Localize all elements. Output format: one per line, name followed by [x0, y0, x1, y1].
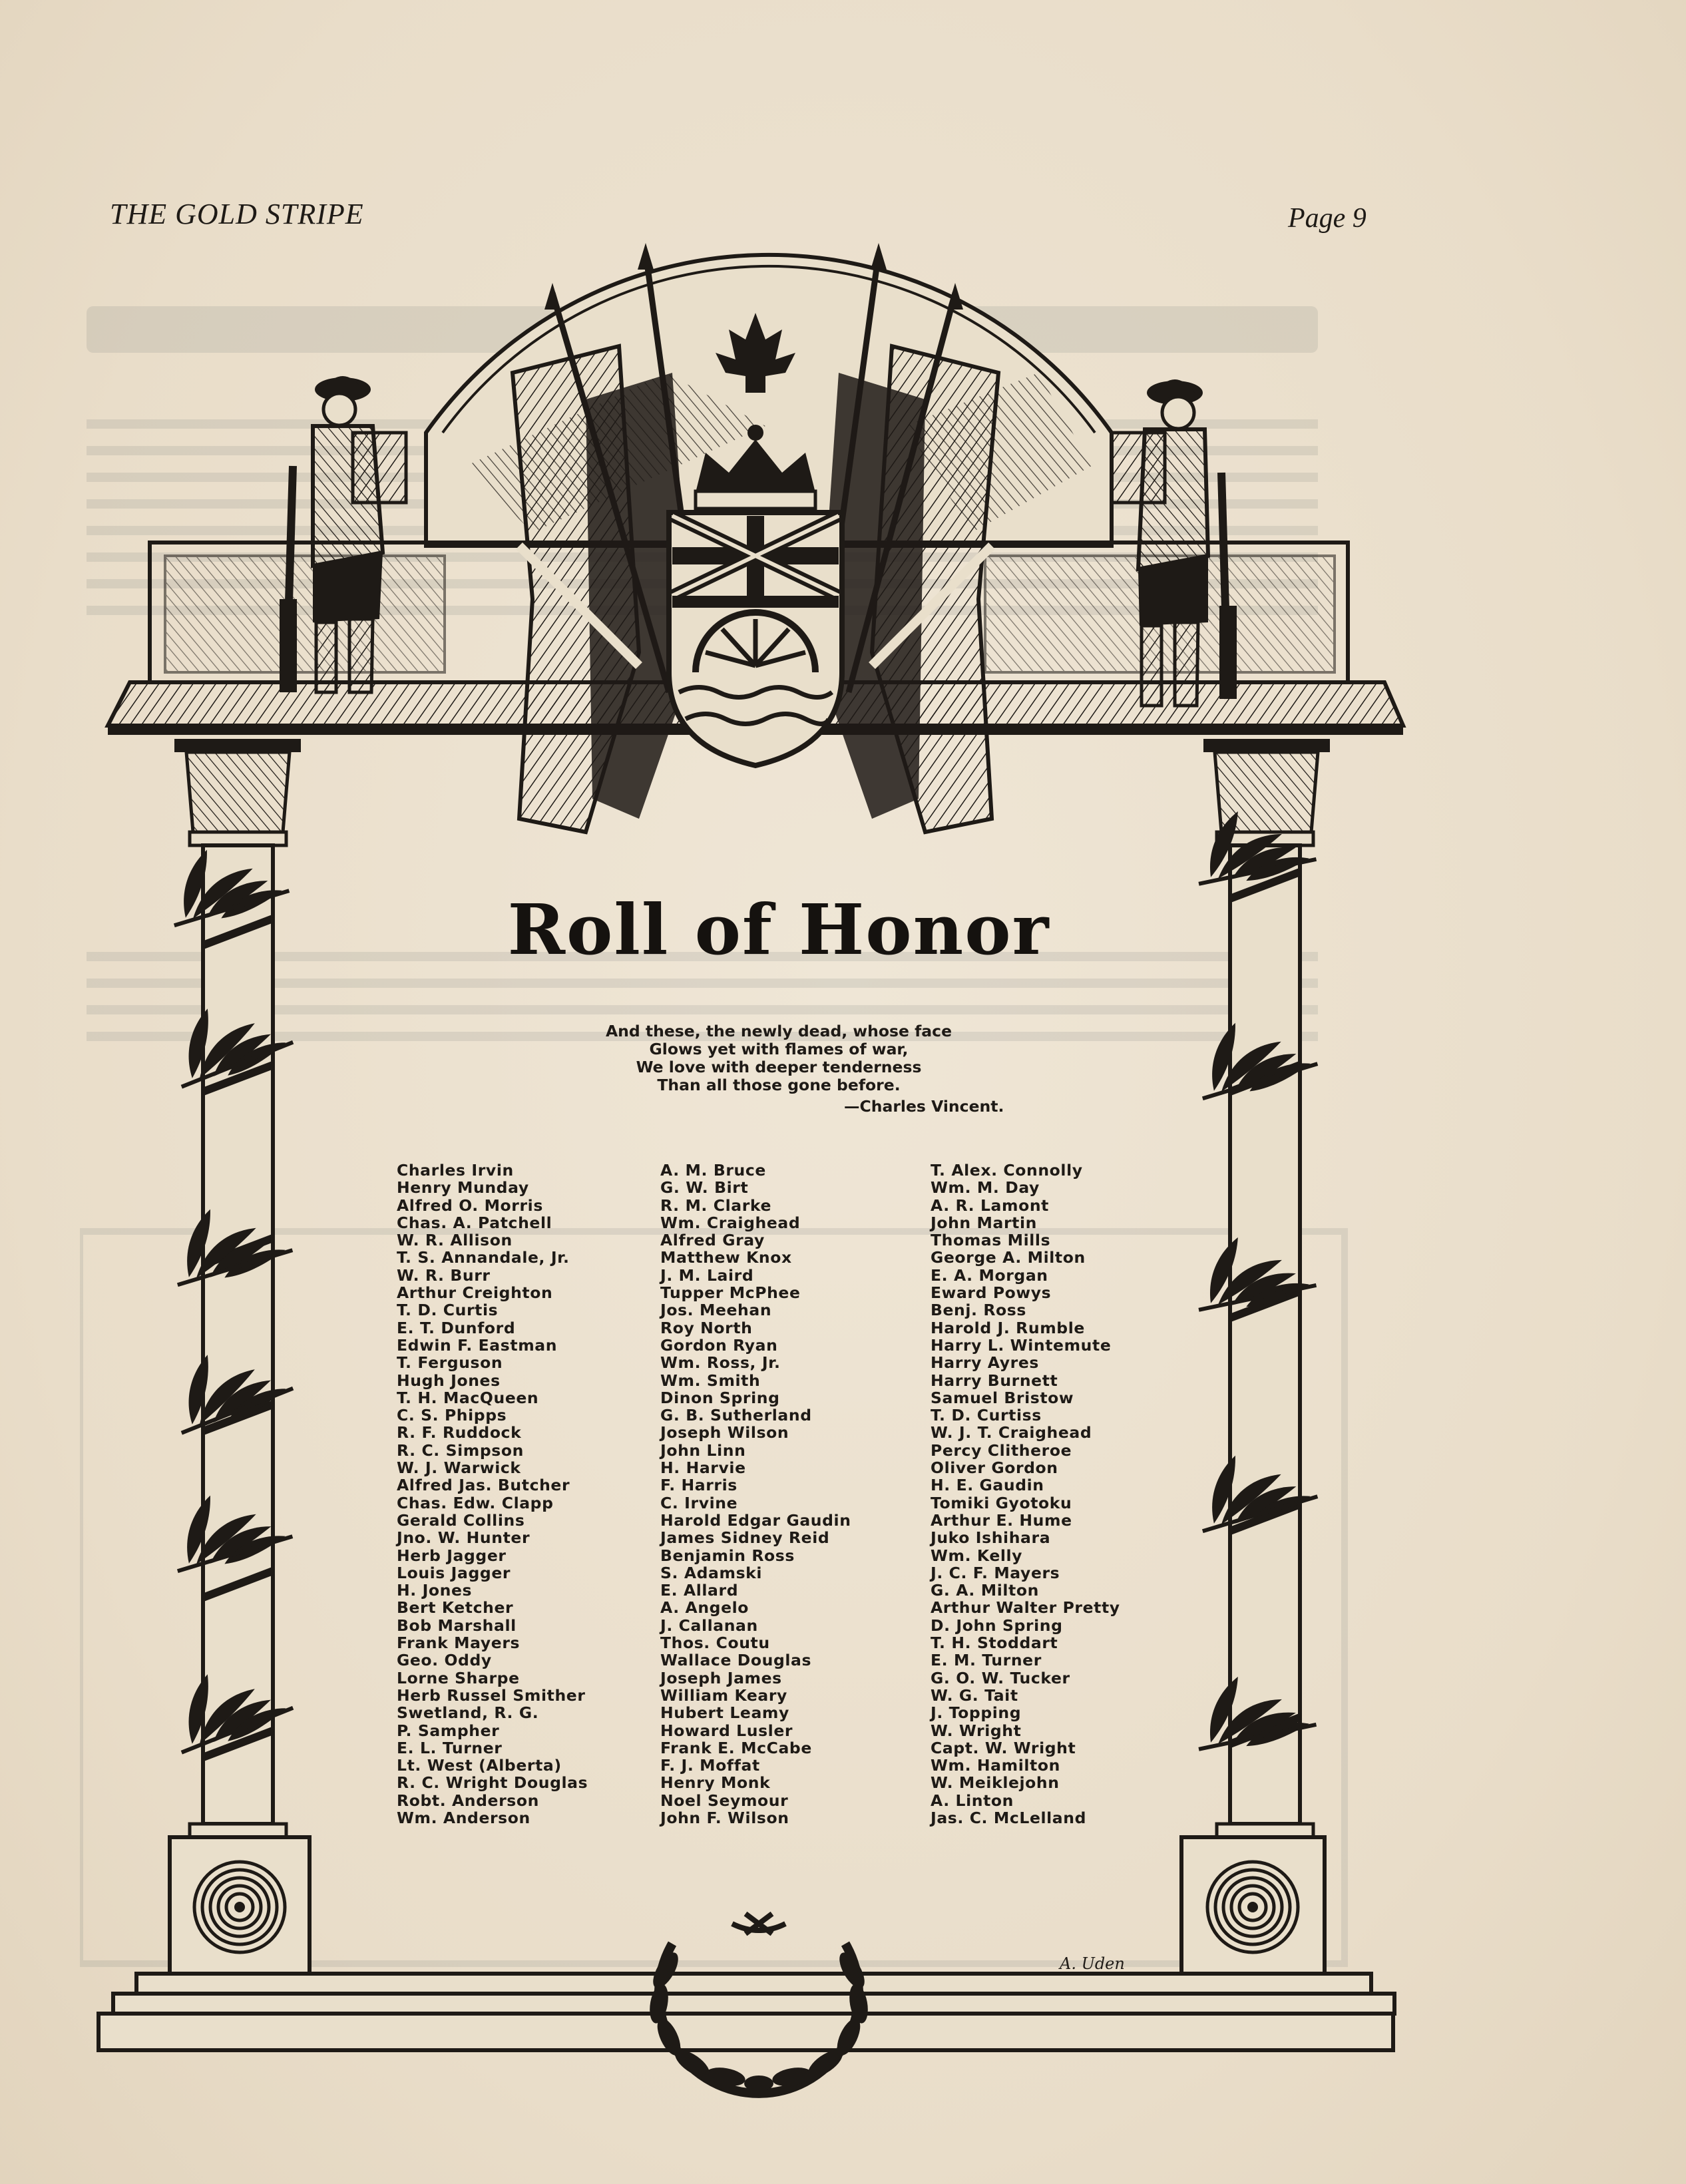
honor-name: W. Meiklejohn [931, 1773, 1060, 1793]
honor-name: J. C. F. Mayers [931, 1563, 1060, 1582]
honor-name: Dinon Spring [660, 1388, 780, 1407]
honor-name: W. Wright [931, 1721, 1022, 1740]
honor-name: R. C. Simpson [397, 1440, 524, 1460]
coat-of-arms-shield [669, 513, 842, 765]
honor-name: John Martin [931, 1213, 1037, 1232]
honor-name: Harry Burnett [931, 1371, 1058, 1390]
honor-name: Oliver Gordon [931, 1458, 1058, 1478]
honor-name: John Linn [660, 1440, 746, 1460]
honor-name: C. Irvine [660, 1493, 738, 1512]
page-number: Page 9 [1288, 203, 1367, 234]
honor-name: G. W. Birt [660, 1178, 749, 1198]
honor-name: R. M. Clarke [660, 1196, 772, 1215]
honor-name: Samuel Bristow [931, 1388, 1074, 1407]
honor-name: J. Topping [931, 1703, 1022, 1723]
honor-name: E. T. Dunford [397, 1318, 516, 1337]
honor-name: A. Angelo [660, 1598, 749, 1618]
poem-block [466, 1022, 1092, 1094]
honor-name: Charles Irvin [397, 1161, 514, 1180]
honor-name: C. S. Phipps [397, 1406, 507, 1425]
honor-name: A. R. Lamont [931, 1196, 1049, 1215]
honor-name: R. F. Ruddock [397, 1423, 522, 1442]
honor-name: R. C. Wright Douglas [397, 1773, 588, 1793]
honor-name: Gordon Ryan [660, 1335, 778, 1355]
honor-name: Chas. Edw. Clapp [397, 1493, 554, 1512]
honor-name: John F. Wilson [660, 1808, 789, 1827]
honor-name: Frank Mayers [397, 1634, 521, 1653]
honor-name: E. A. Morgan [931, 1265, 1048, 1285]
honor-name: Arthur Walter Pretty [931, 1598, 1120, 1618]
honor-name: Matthew Knox [660, 1248, 792, 1267]
honor-name: Lt. West (Alberta) [397, 1756, 562, 1775]
honor-name: H. E. Gaudin [931, 1476, 1044, 1495]
names-column-3 [931, 1162, 1210, 1827]
honor-name: Howard Lusler [660, 1721, 793, 1740]
honor-name: Juko Ishihara [931, 1528, 1051, 1548]
honor-name: Robt. Anderson [397, 1791, 539, 1810]
honor-name: Thos. Coutu [660, 1634, 770, 1653]
honor-name: William Keary [660, 1685, 787, 1705]
honor-name: J. M. Laird [660, 1265, 754, 1285]
honor-name: Gerald Collins [397, 1510, 525, 1530]
honor-name: T. H. MacQueen [397, 1388, 539, 1407]
honor-name: Bert Ketcher [397, 1598, 514, 1618]
honor-name: Henry Munday [397, 1178, 529, 1198]
honor-name: W. J. Warwick [397, 1458, 521, 1478]
honor-name: Jno. W. Hunter [397, 1528, 530, 1548]
honor-name: Benj. Ross [931, 1301, 1026, 1320]
honor-name: Tupper McPhee [660, 1283, 801, 1303]
honor-name: Roy North [660, 1318, 753, 1337]
honor-name: P. Sampher [397, 1721, 500, 1740]
honor-name: D. John Spring [931, 1616, 1063, 1635]
honor-name: F. J. Moffat [660, 1756, 760, 1775]
names-column-2 [660, 1162, 940, 1827]
page-title: Roll of Honor [507, 889, 1050, 971]
honor-name: Arthur E. Hume [931, 1510, 1072, 1530]
honor-name: A. Linton [931, 1791, 1014, 1810]
honor-name: Benjamin Ross [660, 1546, 795, 1565]
honor-name: G. A. Milton [931, 1581, 1039, 1600]
honor-name: Jas. C. McLelland [931, 1808, 1087, 1827]
honor-name: T. H. Stoddart [931, 1634, 1058, 1653]
honor-name: Wm. Kelly [931, 1546, 1023, 1565]
honor-name: T. S. Annandale, Jr. [397, 1248, 570, 1267]
names-column-1 [397, 1162, 676, 1827]
honor-name: Arthur Creighton [397, 1283, 553, 1303]
honor-name: Chas. A. Patchell [397, 1213, 552, 1232]
honor-name: Wm. Ross, Jr. [660, 1353, 781, 1373]
honor-name: Noel Seymour [660, 1791, 789, 1810]
honor-name: Wallace Douglas [660, 1651, 812, 1670]
honor-name: Herb Russel Smither [397, 1685, 586, 1705]
honor-name: H. Jones [397, 1581, 473, 1600]
honor-name: Tomiki Gyotoku [931, 1493, 1072, 1512]
honor-name: A. M. Bruce [660, 1161, 766, 1180]
honor-name: E. M. Turner [931, 1651, 1042, 1670]
honor-name: T. D. Curtiss [931, 1406, 1042, 1425]
honor-name: Wm. Smith [660, 1371, 761, 1390]
honor-name: Eward Powys [931, 1283, 1052, 1303]
honor-name: E. L. Turner [397, 1738, 503, 1757]
honor-name: Hugh Jones [397, 1371, 501, 1390]
honor-name: Percy Clitheroe [931, 1440, 1072, 1460]
honor-name: George A. Milton [931, 1248, 1086, 1267]
honor-name: Wm. Hamilton [931, 1756, 1060, 1775]
honor-name: J. Callanan [660, 1616, 758, 1635]
honor-name: Edwin F. Eastman [397, 1335, 558, 1355]
honor-name: F. Harris [660, 1476, 738, 1495]
column-left [154, 739, 310, 1974]
honor-name: Capt. W. Wright [931, 1738, 1076, 1757]
honor-name: Geo. Oddy [397, 1651, 492, 1670]
poem-attribution: —Charles Vincent. [844, 1097, 1004, 1116]
poem-line: Glows yet with flames of war, [649, 1040, 909, 1058]
honor-name: W. G. Tait [931, 1685, 1018, 1705]
artist-signature: A. Uden [1060, 1954, 1125, 1973]
honor-name: T. Alex. Connolly [931, 1161, 1083, 1180]
honor-name: T. Ferguson [397, 1353, 503, 1373]
honor-name: Harold Edgar Gaudin [660, 1510, 851, 1530]
poem-line: Than all those gone before. [657, 1076, 901, 1094]
honor-name: Joseph James [660, 1668, 782, 1687]
honor-name: Swetland, R. G. [397, 1703, 539, 1723]
honor-name: Harry L. Wintemute [931, 1335, 1112, 1355]
honor-name: G. O. W. Tucker [931, 1668, 1070, 1687]
honor-name: Louis Jagger [397, 1563, 511, 1582]
honor-name: Bob Marshall [397, 1616, 517, 1635]
honor-name: Hubert Leamy [660, 1703, 789, 1723]
honor-name: Jos. Meehan [660, 1301, 772, 1320]
honor-name: Joseph Wilson [660, 1423, 789, 1442]
honor-name: Thomas Mills [931, 1231, 1051, 1250]
arch-base-steps [99, 1974, 1394, 2050]
poem-line: And these, the newly dead, whose face [605, 1022, 952, 1040]
honor-name: Herb Jagger [397, 1546, 507, 1565]
honor-name: Wm. Craighead [660, 1213, 801, 1232]
honor-name: Wm. M. Day [931, 1178, 1040, 1198]
honor-name: W. R. Allison [397, 1231, 513, 1250]
honor-name: T. D. Curtis [397, 1301, 499, 1320]
honor-name: Henry Monk [660, 1773, 771, 1793]
honor-name: W. J. T. Craighead [931, 1423, 1092, 1442]
publication-name: THE GOLD STRIPE [110, 198, 364, 230]
honor-name: Harold J. Rumble [931, 1318, 1085, 1337]
honor-name: Harry Ayres [931, 1353, 1039, 1373]
honor-name: G. B. Sutherland [660, 1406, 812, 1425]
honor-name: James Sidney Reid [660, 1528, 830, 1548]
honor-name: Wm. Anderson [397, 1808, 530, 1827]
honor-name: Lorne Sharpe [397, 1668, 520, 1687]
honor-name: Frank E. McCabe [660, 1738, 812, 1757]
honor-name: Alfred Jas. Butcher [397, 1476, 570, 1495]
honor-name: S. Adamski [660, 1563, 763, 1582]
honor-name: E. Allard [660, 1581, 739, 1600]
poem-line: We love with deeper tenderness [636, 1058, 922, 1076]
honor-name: Alfred Gray [660, 1231, 765, 1250]
honor-name: Alfred O. Morris [397, 1196, 543, 1215]
honor-name: H. Harvie [660, 1458, 746, 1478]
honor-name: W. R. Burr [397, 1265, 491, 1285]
